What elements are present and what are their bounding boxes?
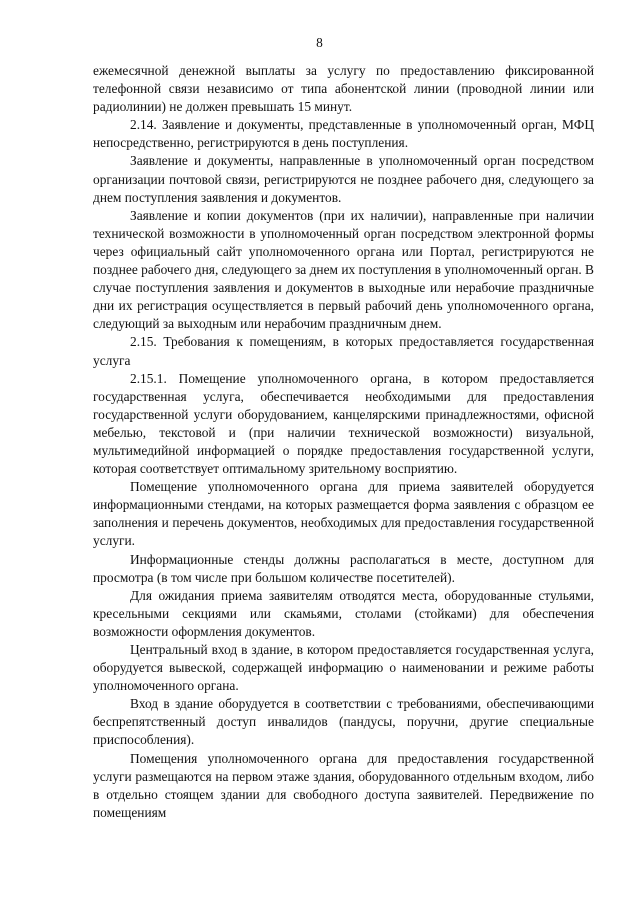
paragraph: Вход в здание оборудуется в соответствии с требованиями, обеспечивающими беспрепятственный доступ инвалидов (пандусы, поручни, другие специальные приспособления). [93,696,594,748]
paragraph: Заявление и копии документов (при их наличии), направленные при наличии технической возможности в уполномоченный орган посредством электронной формы через официальный сайт уполномоченного органа или Портал, регистрируются не позднее рабочего дня, следующего за днем их поступления в уполномоченный орган. В случае поступления заявления и документов в выходные или нерабочие праздничные дни их регистрация осуществляется в первый рабочий день уполномоченного органа, следующий за выходным или нерабочим праздничным днем. [93,207,594,332]
paragraph: Заявление и документы, направленные в уполномоченный орган посредством организации почтовой связи, регистрируются не позднее рабочего дня, следующего за днем поступления заявления и документов. [93,153,594,205]
page-number: 8 [316,35,323,50]
paragraph: Центральный вход в здание, в котором предоставляется государственная услуга, оборудуется вывеской, содержащей информацию о наименовании и режиме работы уполномоченного органа. [93,642,594,694]
paragraph: Помещения уполномоченного органа для предоставления государственной услуги размещаются на первом этаже здания, оборудованного отдельным входом, либо в отдельно стоящем здании для свободного доступа заявителей. Передвижение по помещениям [93,750,594,820]
paragraph: 2.15.1. Помещение уполномоченного органа, в котором предоставляется государственная услуга, обеспечивается необходимыми для предоставления государственной услуги оборудованием, канцелярскими принадлежностями, офисной мебелью, текстовой и (при наличии технической возможности) визуальной, мультимедийной информацией о порядке предоставления государственной услуги, которая соответствует оптимальному зрительному восприятию. [93,370,594,477]
document-body [93,62,594,822]
paragraph: Помещение уполномоченного органа для приема заявителей оборудуется информационными стендами, на которых размещается форма заявления с образцом ее заполнения и перечень документов, необходимых для предоставления государственной услуги. [93,479,594,549]
section-heading-paragraph: 2.15. Требования к помещениям, в которых предоставляется государственная услуга [93,334,594,368]
paragraph: 2.14. Заявление и документы, представленные в уполномоченный орган, МФЦ непосредственно, регистрируются в день поступления. [93,117,594,151]
paragraph: ежемесячной денежной выплаты за услугу по предоставлению фиксированной телефонной связи независимо от типа абонентской линии (проводной линии или радиолинии) не должен превышать 15 минут. [93,63,594,115]
paragraph: Информационные стенды должны располагаться в месте, доступном для просмотра (в том числе при большом количестве посетителей). [93,551,594,585]
paragraph: Для ожидания приема заявителям отводятся места, оборудованные стульями, кресельными секциями или скамьями, столами (стойками) для обеспечения возможности оформления документов. [93,587,594,639]
